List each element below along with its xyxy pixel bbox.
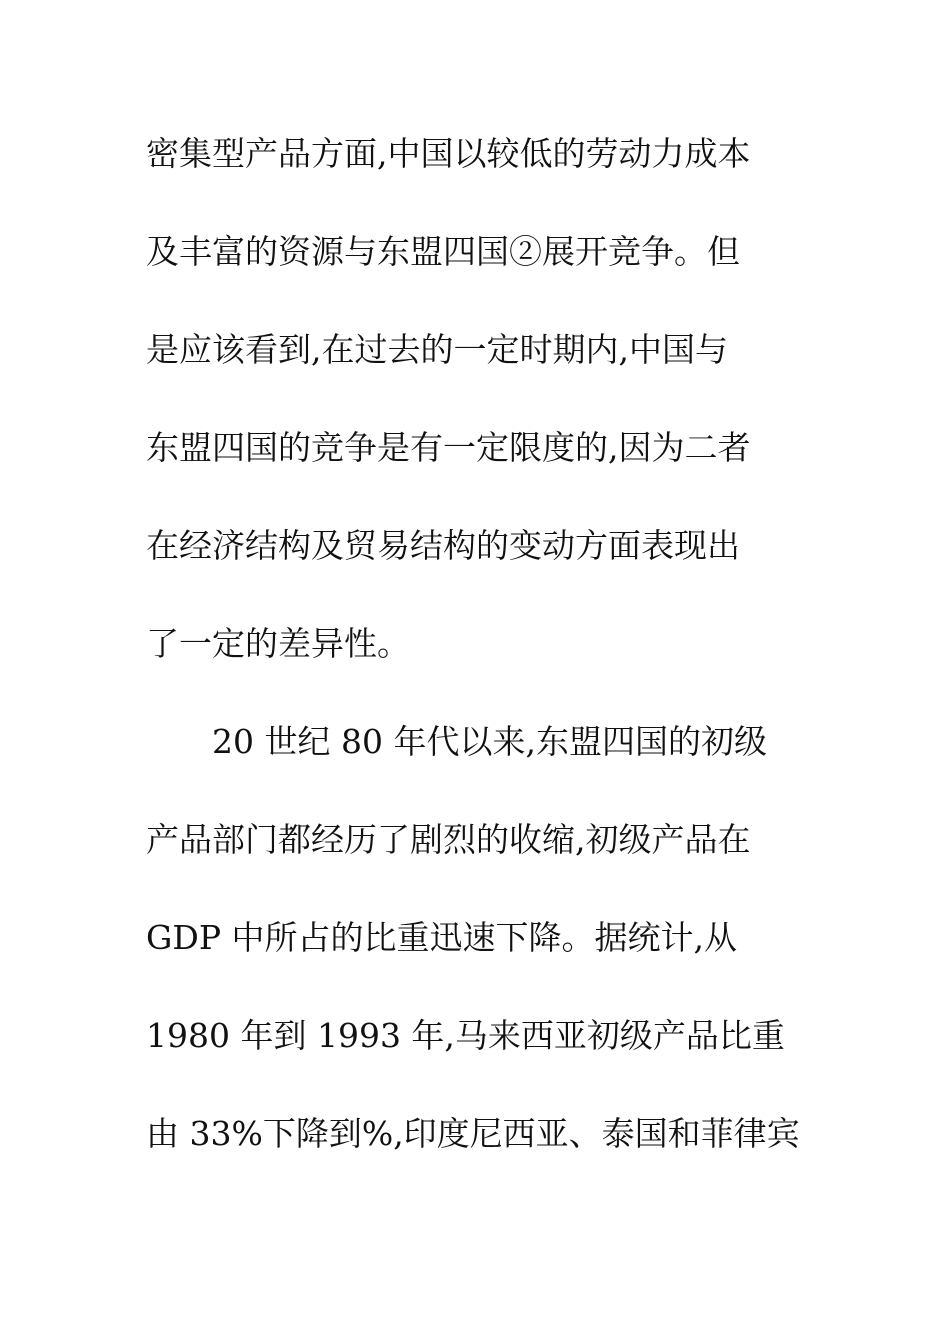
body-text — [146, 118, 826, 1196]
paragraph-start-line: 20 世纪 80 年代以来,东盟四国的初级 — [212, 722, 767, 761]
text-line: 1980 年到 1993 年,马来西亚初级产品比重 — [146, 1016, 785, 1055]
text-line: 在经济结构及贸易结构的变动方面表现出 — [146, 526, 740, 565]
text-line: 产品部门都经历了剧烈的收缩,初级产品在 — [146, 820, 751, 859]
text-line: 是应该看到,在过去的一定时期内,中国与 — [146, 330, 728, 369]
text-line: 由 33%下降到%,印度尼西亚、泰国和菲律宾 — [146, 1114, 800, 1153]
text-line: 了一定的差异性。 — [146, 624, 410, 663]
text-line: 东盟四国的竞争是有一定限度的,因为二者 — [146, 428, 751, 467]
text-line: 及丰富的资源与东盟四国②展开竞争。但 — [146, 232, 740, 271]
text-line: 密集型产品方面,中国以较低的劳动力成本 — [146, 134, 751, 173]
text-line: GDP 中所占的比重迅速下降。据统计,从 — [146, 918, 738, 957]
